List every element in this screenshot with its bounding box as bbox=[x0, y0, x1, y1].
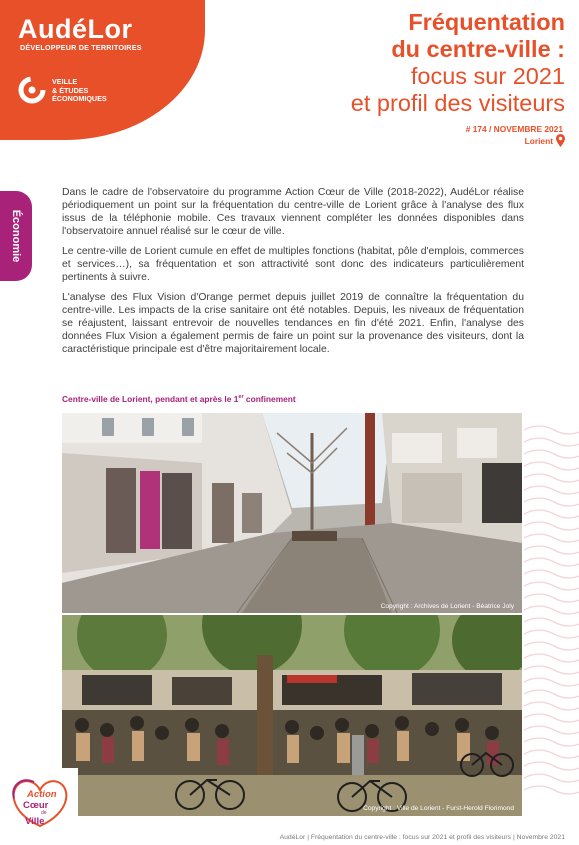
acv-coeur-text: Cœur bbox=[23, 800, 49, 811]
location-pin-icon bbox=[556, 134, 565, 147]
paragraph: L'analyse des Flux Vision d'Orange permet depuis juillet 2019 de connaître la fréquentation du centre-ville. Les impacts de la crise sanitaire ont été notables. Depuis, les niveaux de fréquentation se réajustent, laissant entrevoir de nouvelles tendances en fin d'été 2021. Enfin, l'analyse des données Flux Vision a également permis de faire un point sur la provenance des visiteurs, dont la caractéristique principale est d'être majoritairement locale. bbox=[62, 292, 524, 355]
caption-suffix: confinement bbox=[243, 394, 296, 404]
brand-logo: AudéLor bbox=[18, 14, 133, 44]
street-lockdown-image bbox=[62, 413, 522, 613]
photo-street-lockdown bbox=[62, 413, 522, 613]
veille-line: ÉCONOMIQUES bbox=[52, 94, 107, 103]
caption-text: Centre-ville de Lorient, pendant et après le 1 bbox=[62, 394, 239, 404]
section-tab-economie bbox=[0, 191, 32, 281]
location-label bbox=[525, 134, 565, 147]
title-line: Fréquentation bbox=[408, 9, 565, 35]
veille-label bbox=[52, 78, 107, 104]
brand-tagline: DÉVELOPPEUR DE TERRITOIRES bbox=[20, 43, 142, 52]
section-tab-label: Économie bbox=[10, 209, 22, 263]
paragraph: Dans le cadre de l'observatoire du programme Action Cœur de Ville (2018-2022), AudéLor réalise périodiquement un point sur la fréquentation du centre-ville de Lorient grâce à l'analyse des flux issus de la téléphonie mobile. Ces travaux viennent compléter les données disponibles dans l'observatoire annuel réalisé sur le cœur de ville. bbox=[62, 187, 524, 237]
location-text: Lorient bbox=[524, 135, 553, 146]
decorative-waves bbox=[519, 420, 579, 820]
paragraph: Le centre-ville de Lorient cumule en effet de multiples fonctions (habitat, pôle d'emplois, commerces et services…), sa fréquentation et son attractivité sont donc des indicateurs particulièrement pertinents à suivre. bbox=[62, 246, 524, 283]
page-footer: AudéLor | Fréquentation du centre-ville : focus sur 2021 et profil des visiteurs | Novembre 2021 bbox=[279, 834, 565, 841]
title-line: du centre-ville : bbox=[391, 36, 565, 62]
page-title bbox=[245, 9, 565, 117]
veille-logo-icon bbox=[18, 76, 46, 104]
acv-ville-text: Ville bbox=[25, 816, 45, 827]
veille-line: VEILLE bbox=[52, 77, 78, 86]
photo-credit: Copyright : Ville de Lorient - Furst-Herold Florimond bbox=[363, 805, 514, 812]
title-line: et profil des visiteurs bbox=[350, 90, 565, 116]
title-line: focus sur 2021 bbox=[410, 63, 565, 89]
photo-credit: Copyright : Archives de Lorient - Béatrice Joly bbox=[380, 603, 514, 610]
intro-text bbox=[62, 186, 524, 363]
terrace-image bbox=[62, 615, 522, 816]
photo-terrace-after bbox=[62, 615, 522, 816]
issue-number: # 174 / NOVEMBRE 2021 bbox=[465, 124, 563, 134]
caption-superscript: er bbox=[238, 394, 244, 401]
acv-de-text: de bbox=[41, 810, 47, 816]
veille-line: & ÉTUDES bbox=[52, 85, 89, 95]
photo-caption bbox=[62, 394, 296, 404]
acv-action-text: Action bbox=[27, 789, 57, 800]
